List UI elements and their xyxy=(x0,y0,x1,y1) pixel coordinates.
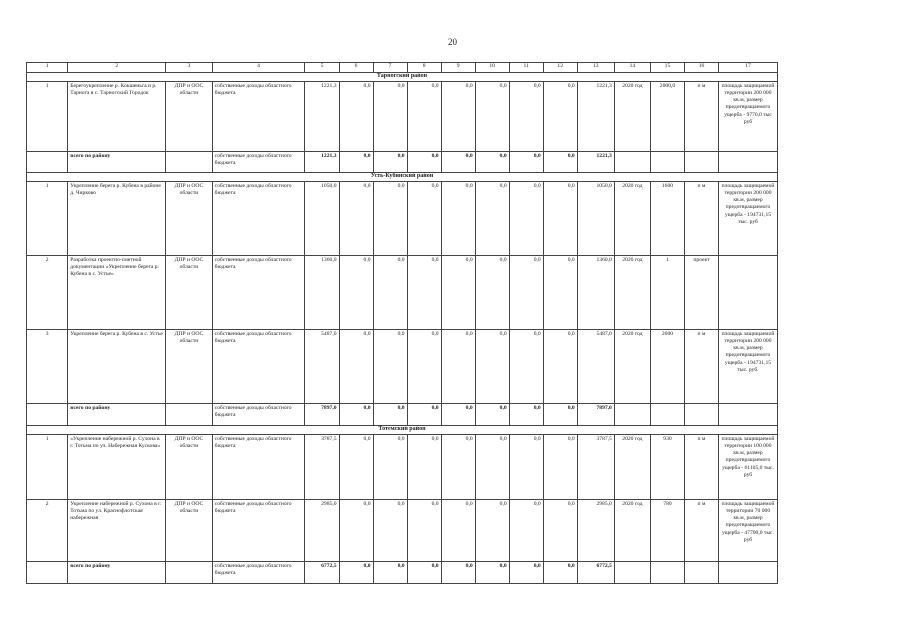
table-cell: 0,0 xyxy=(339,330,373,404)
header-cell: 9 xyxy=(441,63,475,73)
table-cell xyxy=(650,404,684,426)
table-cell: 1221,3 xyxy=(305,82,339,152)
header-cell: 8 xyxy=(407,63,441,73)
table-cell: 2 xyxy=(27,500,68,562)
table-cell: 5487,0 xyxy=(577,330,614,404)
table-cell xyxy=(684,562,718,584)
table-cell: 0,0 xyxy=(509,500,543,562)
table-cell: 0,0 xyxy=(373,330,407,404)
table-cell: 1600 xyxy=(650,182,684,256)
table-cell: собственные доходы областного бюджета xyxy=(212,562,305,584)
table-cell: собственные доходы областного бюджета xyxy=(212,330,305,404)
table-cell: Разработка проектно-сметной документации «Укрепление берега р. Кубена в с. Устье» xyxy=(68,256,166,330)
table-cell: 0,0 xyxy=(543,562,577,584)
table-cell: «Укрепление набережной р. Сухона в г. Тотьма по ул. Набережная Кускова» xyxy=(68,435,166,500)
table-cell: 0,0 xyxy=(509,435,543,500)
table-cell: 0,0 xyxy=(373,435,407,500)
table-cell: Укрепление берега р. Кубена в с. Устье xyxy=(68,330,166,404)
table-cell: 0,0 xyxy=(509,256,543,330)
header-cell: 1 xyxy=(27,63,68,73)
table-cell: ДПР и ООС области xyxy=(166,256,212,330)
table-cell: 0,0 xyxy=(475,256,509,330)
table-cell: 3787,5 xyxy=(305,435,339,500)
table-cell: всего по району xyxy=(68,562,166,584)
table-cell: 2020 год xyxy=(614,435,650,500)
header-cell: 2 xyxy=(68,63,166,73)
header-cell: 16 xyxy=(684,63,718,73)
table-cell: собственные доходы областного бюджета xyxy=(212,500,305,562)
district-total-row xyxy=(27,404,778,426)
table-cell: 0,0 xyxy=(373,152,407,173)
header-cell: 3 xyxy=(166,63,212,73)
table-cell: 7897,0 xyxy=(305,404,339,426)
header-cell: 6 xyxy=(339,63,373,73)
table-cell: всего по району xyxy=(68,152,166,173)
table-cell: Берегоукрепление р. Кокшеньга и р. Тарнога в с. Тарногский Городок xyxy=(68,82,166,152)
table-cell: 0,0 xyxy=(407,562,441,584)
table-cell: 0,0 xyxy=(441,82,475,152)
table-cell: 6772,5 xyxy=(305,562,339,584)
header-row xyxy=(27,63,778,73)
table-cell: 0,0 xyxy=(441,562,475,584)
table-cell: 0,0 xyxy=(441,404,475,426)
table-cell: 0,0 xyxy=(339,404,373,426)
table-cell: 0,0 xyxy=(475,330,509,404)
header-cell: 10 xyxy=(475,63,509,73)
table-cell xyxy=(166,152,212,173)
district-row xyxy=(27,173,778,182)
table-cell: 0,0 xyxy=(373,500,407,562)
header-cell: 17 xyxy=(719,63,778,73)
table-cell: 1 xyxy=(27,182,68,256)
table-cell: 0,0 xyxy=(543,182,577,256)
table-cell: 1 xyxy=(650,256,684,330)
table-cell: 0,0 xyxy=(475,500,509,562)
table-row xyxy=(27,330,778,404)
table-cell: Укрепление набережной р. Сухона в г. Тотьма по ул. Краснофлотская набережная xyxy=(68,500,166,562)
table-cell: 0,0 xyxy=(441,182,475,256)
district-total-row xyxy=(27,152,778,173)
table-cell: 2600 xyxy=(650,330,684,404)
table-cell: 0,0 xyxy=(373,256,407,330)
table-cell: 1360,0 xyxy=(577,256,614,330)
header-cell: 12 xyxy=(543,63,577,73)
table-cell: 0,0 xyxy=(475,404,509,426)
header-cell: 5 xyxy=(305,63,339,73)
table-cell: п м xyxy=(684,435,718,500)
table-cell: 2985,0 xyxy=(577,500,614,562)
table-cell: 0,0 xyxy=(509,330,543,404)
table-cell: 0,0 xyxy=(475,82,509,152)
table-cell xyxy=(614,404,650,426)
table-cell: собственные доходы областного бюджета xyxy=(212,256,305,330)
district-total-row xyxy=(27,562,778,584)
table-cell: 0,0 xyxy=(407,330,441,404)
table-cell: 0,0 xyxy=(373,404,407,426)
table-row xyxy=(27,500,778,562)
table-cell xyxy=(719,404,778,426)
table-cell xyxy=(166,404,212,426)
district-name: Тотемский район xyxy=(27,426,778,435)
table-cell xyxy=(650,562,684,584)
table-cell: п м xyxy=(684,500,718,562)
table-cell: 0,0 xyxy=(339,152,373,173)
table-cell xyxy=(719,562,778,584)
table-cell: 6772,5 xyxy=(577,562,614,584)
table-cell: площадь защищаемой территории 200 000 кв.м, размер предотвращаемого ущерба - 194731,15 тыс. руб xyxy=(719,182,778,256)
table-cell: 0,0 xyxy=(509,404,543,426)
table-cell: 0,0 xyxy=(407,404,441,426)
table-cell: проект xyxy=(684,256,718,330)
table-cell: 0,0 xyxy=(339,182,373,256)
table-cell: 2 xyxy=(27,256,68,330)
header-cell: 14 xyxy=(614,63,650,73)
table-cell: 0,0 xyxy=(475,562,509,584)
table-cell: 0,0 xyxy=(339,82,373,152)
table-cell: ДПР и ООС области xyxy=(166,182,212,256)
table-cell: 0,0 xyxy=(441,256,475,330)
table-cell: 0,0 xyxy=(475,435,509,500)
table-cell: 0,0 xyxy=(407,500,441,562)
table-cell xyxy=(684,152,718,173)
table-cell: Укрепление берега р. Кубена в районе д. Чирково xyxy=(68,182,166,256)
table-cell: 0,0 xyxy=(373,82,407,152)
table-cell: 780 xyxy=(650,500,684,562)
table-cell: 0,0 xyxy=(339,256,373,330)
table-cell: 0,0 xyxy=(543,435,577,500)
table-cell: 1 xyxy=(27,82,68,152)
table-cell: ДПР и ООС области xyxy=(166,435,212,500)
table-cell: ДПР и ООС области xyxy=(166,500,212,562)
header-cell: 13 xyxy=(577,63,614,73)
table-cell: 1221,3 xyxy=(305,152,339,173)
table-cell: 3 xyxy=(27,330,68,404)
table-cell: 0,0 xyxy=(441,435,475,500)
table-cell: 0,0 xyxy=(373,562,407,584)
district-name: Тарногский район xyxy=(27,73,778,82)
table-cell: 7897,0 xyxy=(577,404,614,426)
table-cell: площадь защищаемой территории 100 000 кв.м, размер предотвращаемого ущерба - 61105,0 тыс. руб xyxy=(719,435,778,500)
table-cell xyxy=(719,152,778,173)
table-row xyxy=(27,82,778,152)
table-cell: 930 xyxy=(650,435,684,500)
table-cell: 0,0 xyxy=(407,435,441,500)
table-cell: 0,0 xyxy=(407,82,441,152)
table-cell: 0,0 xyxy=(543,256,577,330)
table-cell: 0,0 xyxy=(339,562,373,584)
district-row xyxy=(27,426,778,435)
table-cell: 1360,0 xyxy=(305,256,339,330)
table-cell: 0,0 xyxy=(543,152,577,173)
table-cell: 2020 год xyxy=(614,182,650,256)
table-cell: 0,0 xyxy=(543,404,577,426)
table-cell: собственные доходы областного бюджета xyxy=(212,404,305,426)
table-cell: 0,0 xyxy=(407,152,441,173)
table-cell: 1050,0 xyxy=(305,182,339,256)
page-number: 20 xyxy=(448,37,457,47)
table-cell: п м xyxy=(684,182,718,256)
table-cell xyxy=(27,562,68,584)
table-cell: площадь защищаемой территории 200 000 кв.м, размер предотвращаемого ущерба - 9770,0 тыс руб xyxy=(719,82,778,152)
table-cell: 2985,0 xyxy=(305,500,339,562)
table-row xyxy=(27,256,778,330)
header-cell: 11 xyxy=(509,63,543,73)
table-cell xyxy=(614,562,650,584)
table-cell: 0,0 xyxy=(543,500,577,562)
table-cell: п м xyxy=(684,82,718,152)
table-cell: 0,0 xyxy=(407,182,441,256)
table-cell: 0,0 xyxy=(509,182,543,256)
table-cell: 0,0 xyxy=(509,152,543,173)
table-cell: 1221,3 xyxy=(577,82,614,152)
table-cell: 2020 год xyxy=(614,256,650,330)
table-cell: 0,0 xyxy=(543,330,577,404)
table-cell: всего по району xyxy=(68,404,166,426)
table-cell: 3787,5 xyxy=(577,435,614,500)
table-cell: 0,0 xyxy=(441,330,475,404)
table-cell xyxy=(719,256,778,330)
table-cell xyxy=(166,562,212,584)
table-cell: собственные доходы областного бюджета xyxy=(212,182,305,256)
header-cell: 15 xyxy=(650,63,684,73)
table-cell: п м xyxy=(684,330,718,404)
table-cell: площадь защищаемой территории 70 000 кв.м, размер предотвращаемого ущерба - 47700,0 тыс. руб xyxy=(719,500,778,562)
header-cell: 7 xyxy=(373,63,407,73)
table-cell: 0,0 xyxy=(441,152,475,173)
table-cell xyxy=(684,404,718,426)
table-cell: 0,0 xyxy=(475,182,509,256)
table-cell: ДПР и ООС области xyxy=(166,82,212,152)
district-name: Усть-Кубинский район xyxy=(27,173,778,182)
table-cell: 0,0 xyxy=(543,82,577,152)
table-cell xyxy=(27,152,68,173)
header-cell: 4 xyxy=(212,63,305,73)
table-cell: 1221,3 xyxy=(577,152,614,173)
table-cell: 0,0 xyxy=(475,152,509,173)
table-cell: 5487,0 xyxy=(305,330,339,404)
table-cell: ДПР и ООС области xyxy=(166,330,212,404)
table-cell: 2020 год xyxy=(614,330,650,404)
table-row xyxy=(27,182,778,256)
table-cell: 0,0 xyxy=(373,182,407,256)
program-table xyxy=(26,62,778,584)
district-row xyxy=(27,73,778,82)
table-cell xyxy=(650,152,684,173)
table-cell: 2020 год xyxy=(614,82,650,152)
table-cell: 0,0 xyxy=(339,500,373,562)
table-cell: 2000,0 xyxy=(650,82,684,152)
table-cell: 0,0 xyxy=(441,500,475,562)
table-cell: собственные доходы областного бюджета xyxy=(212,82,305,152)
table-cell: 1050,0 xyxy=(577,182,614,256)
table-cell xyxy=(27,404,68,426)
table-cell xyxy=(614,152,650,173)
table-cell: собственные доходы областного бюджета xyxy=(212,152,305,173)
table-cell: площадь защищаемой территории 200 000 кв.м, размер предотвращаемого ущерба - 194731,15 тыс. руб. xyxy=(719,330,778,404)
table-row xyxy=(27,435,778,500)
table-cell: 2020 год xyxy=(614,500,650,562)
table-cell: собственные доходы областного бюджета xyxy=(212,435,305,500)
table-cell: 0,0 xyxy=(407,256,441,330)
table-cell: 0,0 xyxy=(339,435,373,500)
table-cell: 0,0 xyxy=(509,82,543,152)
table-cell: 1 xyxy=(27,435,68,500)
table-cell: 0,0 xyxy=(509,562,543,584)
